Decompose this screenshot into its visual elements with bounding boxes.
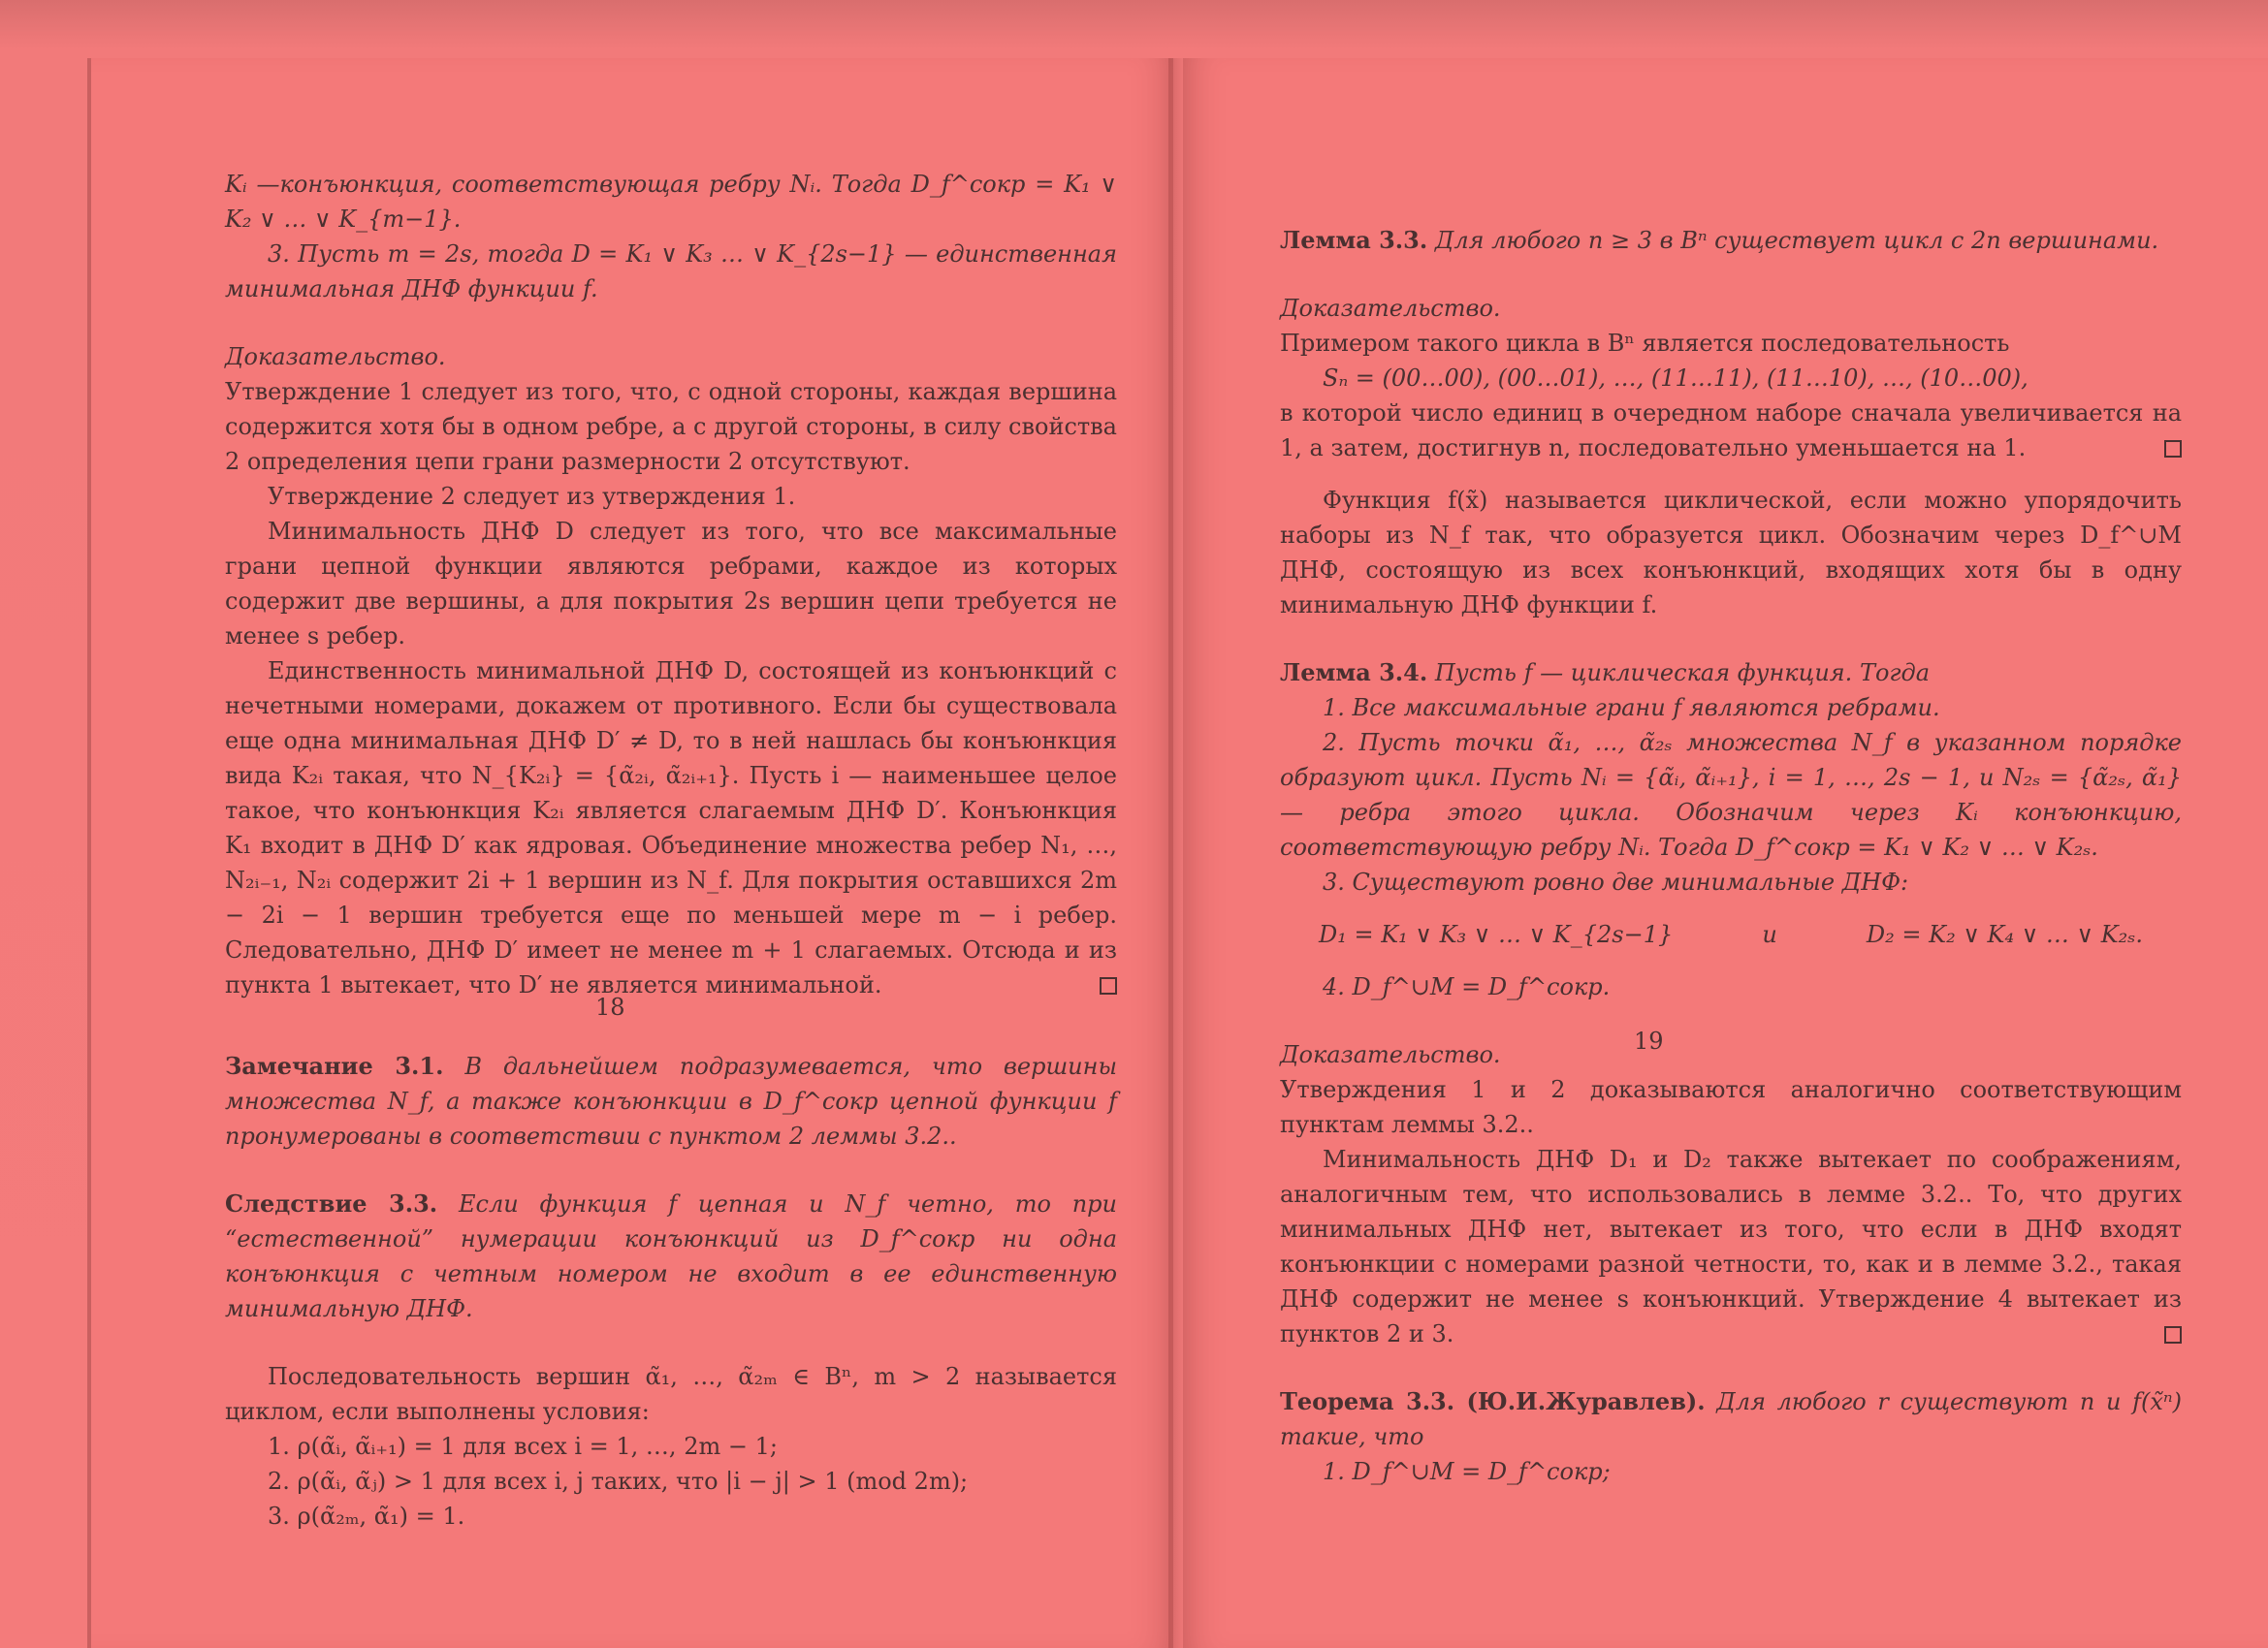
left-proof-label: Доказательство. — [225, 343, 446, 370]
remark-text: В дальнейшем подразумевается, что вершины множества N_f, а также конъюнкции в D_f^сокр цепной функции f пронумерованы в соответствии с пунктом 2 леммы 3.2.. — [225, 1053, 1117, 1150]
right-p2 — [1280, 396, 2182, 465]
formula-and: и — [1762, 921, 1777, 948]
right-p2-text: в которой число единиц в очередном наборе сначала увеличивается на 1, а затем, достигнув n, последовательно уменьшается на 1. — [1280, 399, 2182, 461]
formula-d1: D₁ = K₁ ∨ K₃ ∨ … ∨ K_{2s−1} — [1319, 921, 1674, 948]
lemma33-text: Для любого n ≥ 3 в Bⁿ существует цикл с 2n вершинами. — [1434, 227, 2159, 254]
right-p5 — [1280, 1142, 2182, 1351]
right-p1-formula: Sₙ = (00…00), (00…01), …, (11…11), (11…10), …, (10…00), — [1323, 364, 2028, 392]
right-p1: Примером такого цикла в Bⁿ является последовательность — [1280, 330, 2010, 357]
corollary-text: Если функция f цепная и N_f четно, то при “естественной” нумерации конъюнкций из D_f^сокр ни одна конъюнкция с четным номером не входит в ее единственную минимальную ДНФ. — [225, 1190, 1117, 1322]
cycle-condition-1: 1. ρ(α̃ᵢ, α̃ᵢ₊₁) = 1 для всех i = 1, …, 2m − 1; — [268, 1433, 778, 1460]
lemma34-item-1: 1. Все максимальные грани f являются ребрами. — [1323, 694, 1940, 721]
remark-3-1 — [225, 1049, 1117, 1154]
cycle-condition-3: 3. ρ(α̃₂ₘ, α̃₁) = 1. — [268, 1503, 465, 1530]
qed-square-icon — [1100, 977, 1117, 995]
right-page — [1183, 58, 2268, 1648]
min-dnf-formulas — [1280, 917, 2182, 952]
left-p2: 3. Пусть m = 2s, тогда D = K₁ ∨ K₃ … ∨ K_{2s−1} — единственная минимальная ДНФ функции f. — [225, 240, 1117, 302]
formula-d2: D₂ = K₂ ∨ K₄ ∨ … ∨ K₂ₛ. — [1866, 921, 2143, 948]
right-proof-label: Доказательство. — [1280, 295, 1501, 322]
right-page-number: 19 — [1634, 1028, 1664, 1055]
left-page — [87, 58, 1173, 1648]
cycle-condition-2: 2. ρ(α̃ᵢ, α̃ⱼ) > 1 для всех i, j таких, что |i − j| > 1 (mod 2m); — [268, 1468, 969, 1495]
lemma34-text: Пусть f — циклическая функция. Тогда — [1434, 659, 1931, 686]
left-p5: Минимальность ДНФ D следует из того, что все максимальные грани цепной функции являются ребрами, каждое из которых содержит две вершины, а для покрытия 2s вершин цепи требуется не менее s ребер. — [225, 518, 1117, 650]
right-page-content — [1280, 223, 2182, 1489]
left-p7: Последовательность вершин α̃₁, …, α̃₂ₘ ∈ Bⁿ, m > 2 называется циклом, если выполнены условия: — [225, 1363, 1117, 1425]
right-p5-text: Минимальность ДНФ D₁ и D₂ также вытекает по соображениям, аналогичным тем, что использовались в лемме 3.2.. То, что других минимальных ДНФ нет, вытекает из того, что если в ДНФ входят конъюнкции с номерами разной четности, то, как и в лемме 3.2., такая ДНФ содержит не менее s конъюнкций. Утверждение 4 вытекает из пунктов 2 и 3. — [1280, 1146, 2182, 1347]
left-page-number: 18 — [595, 994, 625, 1021]
left-p6 — [225, 653, 1117, 1002]
left-p6-text: Единственность минимальной ДНФ D, состоящей из конъюнкций с нечетными номерами, докажем от противного. Если бы существовала еще одна минимальная ДНФ D′ ≠ D, то в ней нашлась бы конъюнкция вида K₂ᵢ такая, что N_{K₂ᵢ} = {α̃₂ᵢ, α̃₂ᵢ₊₁}. Пусть i — наименьшее целое такое, что конъюнкция K₂ᵢ является слагаемым ДНФ D′. Конъюнкция K₁ входит в ДНФ D′ как ядровая. Объединение множества ребер N₁, …, N₂ᵢ₋₁, N₂ᵢ содержит 2i + 1 вершин из N_f. Для покрытия оставшихся 2m − 2i − 1 вершин требуется еще по меньшей мере m − i ребер. Следовательно, ДНФ D′ имеет не менее m + 1 слагаемых. Отсюда и из пункта 1 вытекает, что D′ не является минимальной. — [225, 657, 1117, 998]
theorem-title: Теорема 3.3. (Ю.И.Журавлев). — [1280, 1387, 1706, 1415]
remark-title: Замечание 3.1. — [225, 1052, 444, 1080]
theorem-text: Для любого r существуют n и f(x̃ⁿ) такие, что — [1280, 1388, 2182, 1450]
theorem-3-3 — [1280, 1384, 2182, 1454]
lemma-3-4 — [1280, 655, 2182, 690]
right-proof2-label: Доказательство. — [1280, 1041, 1501, 1068]
corollary-title: Следствие 3.3. — [225, 1189, 438, 1218]
left-page-content — [225, 167, 1117, 1534]
lemma34-title: Лемма 3.4. — [1280, 658, 1428, 686]
right-p3: Функция f(x̃) называется циклической, если можно упорядочить наборы из N_f так, что образуется цикл. Обозначим через D_f^∪М ДНФ, состоящую из всех конъюнкций, входящих хотя бы в одну минимальную ДНФ функции f. — [1280, 487, 2182, 618]
lemma34-item-3: 3. Существуют ровно две минимальные ДНФ: — [1323, 869, 1909, 896]
right-p4: Утверждения 1 и 2 доказываются аналогично соответствующим пунктам леммы 3.2.. — [1280, 1076, 2182, 1138]
qed-square-icon — [2164, 1326, 2182, 1344]
qed-square-icon — [2164, 440, 2182, 458]
corollary-3-3 — [225, 1187, 1117, 1326]
left-p4: Утверждение 2 следует из утверждения 1. — [268, 483, 796, 510]
left-p3: Утверждение 1 следует из того, что, с одной стороны, каждая вершина содержится хотя бы в одном ребре, а с другой стороны, в силу свойства 2 определения цепи грани размерности 2 отсутствуют. — [225, 378, 1117, 475]
left-p1: Kᵢ —конъюнкция, соответствующая ребру Nᵢ. Тогда D_f^сокр = K₁ ∨ K₂ ∨ … ∨ K_{m−1}. — [225, 171, 1117, 233]
theorem-item-1: 1. D_f^∪М = D_f^сокр; — [1323, 1458, 1611, 1485]
lemma34-item-2: 2. Пусть точки α̃₁, …, α̃₂ₛ множества N_f в указанном порядке образуют цикл. Пусть Nᵢ = {α̃ᵢ, α̃ᵢ₊₁}, i = 1, …, 2s − 1, и N₂ₛ = {α̃₂ₛ, α̃₁} — ребра этого цикла. Обозначим через Kᵢ конъюнкцию, соответствующую ребру Nᵢ. Тогда D_f^сокр = K₁ ∨ K₂ ∨ … ∨ K₂ₛ. — [1280, 729, 2182, 861]
lemma34-item-4: 4. D_f^∪М = D_f^сокр. — [1323, 973, 1611, 1000]
lemma33-title: Лемма 3.3. — [1280, 226, 1428, 254]
lemma-3-3 — [1280, 223, 2182, 258]
